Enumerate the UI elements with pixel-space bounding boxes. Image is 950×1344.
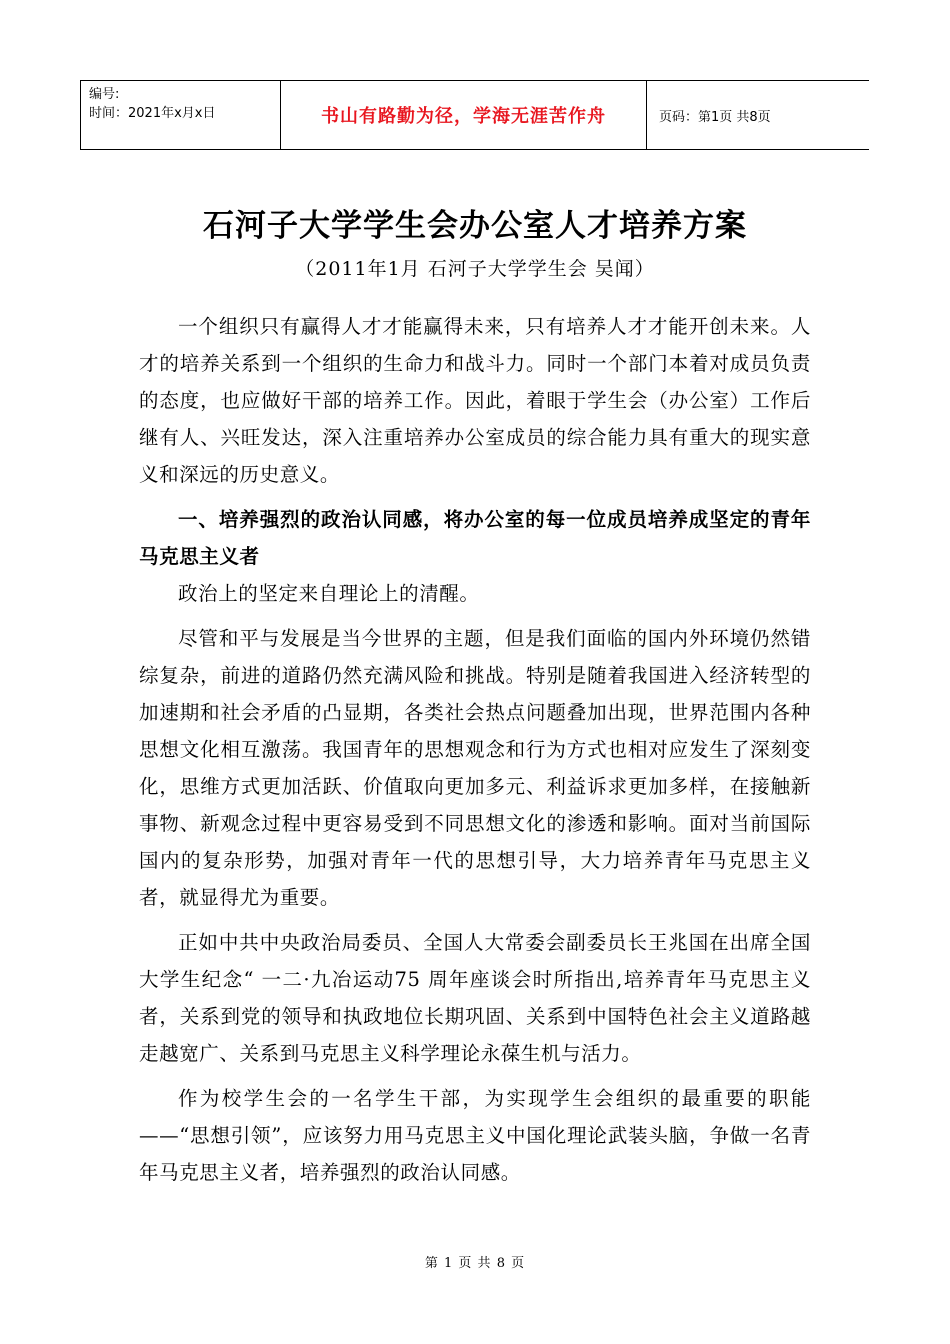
document-body	[139, 308, 811, 1191]
document-title: 石河子大学学生会办公室人才培养方案	[203, 208, 747, 244]
paragraph: 正如中共中央政治局委员、全国人大常委会副委员长王兆国在出席全国大学生纪念“ 一二·九冶运动75 周年座谈会时所指出,培养青年马克思主义者，关系到党的领导和执政地位长期巩固、关系到中国特色社会主义道路越走越宽广、关系到马克思主义科学理论永葆生机与活力。	[139, 931, 811, 1065]
paragraph-intro: 一个组织只有赢得人才才能赢得未来，只有培养人才才能开创未来。人才的培养关系到一个组织的生命力和战斗力。同时一个部门本着对成员负责的态度，也应做好干部的培养工作。因此，着眼于学生会（办公室）工作后继有人、兴旺发达，深入注重培养办公室成员的综合能力具有重大的现实意义和深远的历史意义。	[139, 315, 811, 486]
time-label: 时间：2021年x月x日	[89, 106, 216, 121]
header-page-code: 页码：第1页 共8页	[659, 109, 771, 125]
page-footer: 第 1 页 共 8 页	[424, 1256, 526, 1271]
section-heading-1: 一、培养强烈的政治认同感，将办公室的每一位成员培养成坚定的青年马克思主义者	[139, 508, 811, 568]
paragraph: 尽管和平与发展是当今世界的主题，但是我们面临的国内外环境仍然错综复杂，前进的道路仍然充满风险和挑战。特别是随着我国进入经济转型的加速期和社会矛盾的凸显期，各类社会热点问题叠加出现，世界范围内各种思想文化相互激荡。我国青年的思想观念和行为方式也相对应发生了深刻变化，思维方式更加活跃、价值取向更加多元、利益诉求更加多样，在接触新事物、新观念过程中更容易受到不同思想文化的渗透和影响。面对当前国际国内的复杂形势，加强对青年一代的思想引导，大力培养青年马克思主义者，就显得尤为重要。	[139, 627, 811, 909]
header-meta	[80, 81, 281, 149]
paragraph: 政治上的坚定来自理论上的清醒。	[178, 582, 480, 605]
paragraph: 作为校学生会的一名学生干部，为实现学生会组织的最重要的职能——“思想引领”，应该努力用马克思主义中国化理论武装头脑，争做一名青年马克思主义者，培养强烈的政治认同感。	[139, 1087, 811, 1184]
header-motto: 书山有路勤为径，学海无涯苦作舟	[281, 81, 647, 149]
number-label: 编号:	[89, 87, 120, 102]
header-table	[80, 80, 869, 150]
document-subtitle: （2011年1月 石河子大学学生会 吴闻）	[295, 258, 655, 280]
